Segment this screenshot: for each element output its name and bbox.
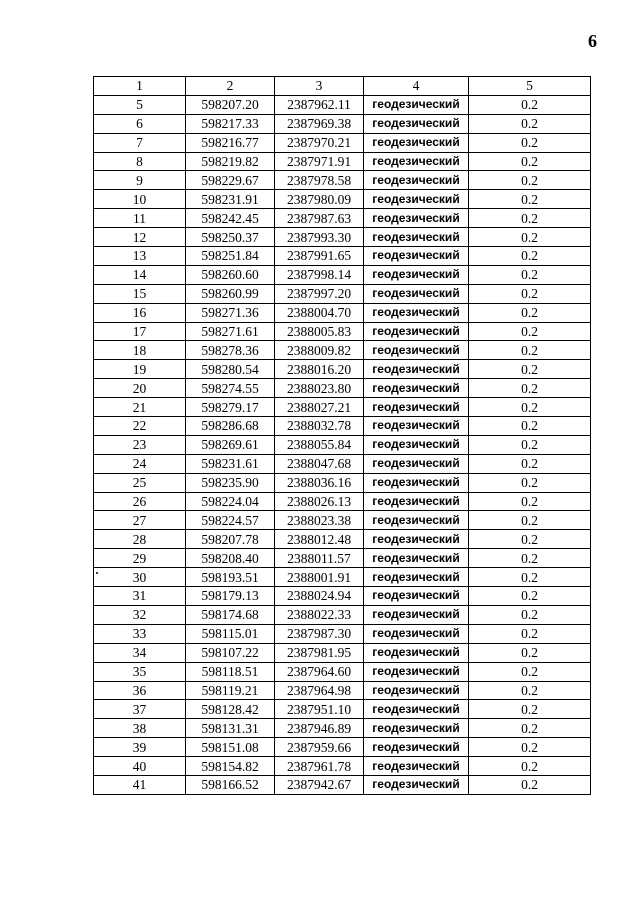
y-coordinate-cell: 2387951.10 xyxy=(275,700,364,719)
y-coordinate-cell: 2387978.58 xyxy=(275,171,364,190)
header-row xyxy=(94,77,591,96)
y-coordinate-cell: 2387959.66 xyxy=(275,738,364,757)
point-number-cell: 14 xyxy=(94,265,186,284)
method-cell: геодезический xyxy=(364,643,469,662)
x-coordinate-cell: 598286.68 xyxy=(186,417,275,436)
point-number-cell: 34 xyxy=(94,643,186,662)
x-coordinate-cell: 598271.36 xyxy=(186,303,275,322)
table-row xyxy=(94,738,591,757)
table-row xyxy=(94,171,591,190)
point-number-cell: 36 xyxy=(94,681,186,700)
x-coordinate-cell: 598231.91 xyxy=(186,190,275,209)
accuracy-cell: 0.2 xyxy=(469,719,591,738)
accuracy-cell: 0.2 xyxy=(469,341,591,360)
column-header: 3 xyxy=(275,77,364,96)
point-number-cell: 37 xyxy=(94,700,186,719)
table-row xyxy=(94,473,591,492)
point-number-cell: 5 xyxy=(94,95,186,114)
x-coordinate-cell: 598115.01 xyxy=(186,624,275,643)
y-coordinate-cell: 2388004.70 xyxy=(275,303,364,322)
point-number-cell: 19 xyxy=(94,360,186,379)
table-row xyxy=(94,190,591,209)
x-coordinate-cell: 598151.08 xyxy=(186,738,275,757)
point-number-cell: 13 xyxy=(94,247,186,266)
table-row xyxy=(94,530,591,549)
method-cell: геодезический xyxy=(364,435,469,454)
table-row xyxy=(94,284,591,303)
x-coordinate-cell: 598128.42 xyxy=(186,700,275,719)
table-row xyxy=(94,379,591,398)
point-number-cell: 22 xyxy=(94,417,186,436)
point-number-cell: 25 xyxy=(94,473,186,492)
method-cell: геодезический xyxy=(364,341,469,360)
table-row xyxy=(94,265,591,284)
accuracy-cell: 0.2 xyxy=(469,549,591,568)
table-row xyxy=(94,341,591,360)
x-coordinate-cell: 598229.67 xyxy=(186,171,275,190)
accuracy-cell: 0.2 xyxy=(469,492,591,511)
point-number-cell: 26 xyxy=(94,492,186,511)
y-coordinate-cell: 2388009.82 xyxy=(275,341,364,360)
method-cell: геодезический xyxy=(364,247,469,266)
x-coordinate-cell: 598131.31 xyxy=(186,719,275,738)
table-row xyxy=(94,492,591,511)
table-row xyxy=(94,228,591,247)
method-cell: геодезический xyxy=(364,700,469,719)
table-row xyxy=(94,133,591,152)
method-cell: геодезический xyxy=(364,379,469,398)
x-coordinate-cell: 598224.57 xyxy=(186,511,275,530)
y-coordinate-cell: 2388005.83 xyxy=(275,322,364,341)
table-row xyxy=(94,152,591,171)
table-body xyxy=(94,95,591,794)
y-coordinate-cell: 2388016.20 xyxy=(275,360,364,379)
x-coordinate-cell: 598260.99 xyxy=(186,284,275,303)
x-coordinate-cell: 598271.61 xyxy=(186,322,275,341)
accuracy-cell: 0.2 xyxy=(469,738,591,757)
x-coordinate-cell: 598278.36 xyxy=(186,341,275,360)
table-row xyxy=(94,303,591,322)
y-coordinate-cell: 2388023.80 xyxy=(275,379,364,398)
accuracy-cell: 0.2 xyxy=(469,662,591,681)
accuracy-cell: 0.2 xyxy=(469,624,591,643)
method-cell: геодезический xyxy=(364,492,469,511)
accuracy-cell: 0.2 xyxy=(469,95,591,114)
y-coordinate-cell: 2387964.98 xyxy=(275,681,364,700)
accuracy-cell: 0.2 xyxy=(469,435,591,454)
y-coordinate-cell: 2387993.30 xyxy=(275,228,364,247)
table-row xyxy=(94,435,591,454)
method-cell: геодезический xyxy=(364,398,469,417)
method-cell: геодезический xyxy=(364,757,469,776)
table-row xyxy=(94,209,591,228)
y-coordinate-cell: 2387970.21 xyxy=(275,133,364,152)
point-number-cell: 30 xyxy=(94,568,186,587)
y-coordinate-cell: 2388036.16 xyxy=(275,473,364,492)
method-cell: геодезический xyxy=(364,209,469,228)
accuracy-cell: 0.2 xyxy=(469,171,591,190)
point-number-cell: 17 xyxy=(94,322,186,341)
point-number-cell: 18 xyxy=(94,341,186,360)
table-row xyxy=(94,568,591,587)
y-coordinate-cell: 2387962.11 xyxy=(275,95,364,114)
y-coordinate-cell: 2387969.38 xyxy=(275,114,364,133)
y-coordinate-cell: 2388023.38 xyxy=(275,511,364,530)
point-number-cell: 33 xyxy=(94,624,186,643)
method-cell: геодезический xyxy=(364,228,469,247)
scan-dot xyxy=(96,572,98,574)
method-cell: геодезический xyxy=(364,152,469,171)
point-number-cell: 23 xyxy=(94,435,186,454)
y-coordinate-cell: 2387946.89 xyxy=(275,719,364,738)
point-number-cell: 28 xyxy=(94,530,186,549)
y-coordinate-cell: 2388024.94 xyxy=(275,587,364,606)
method-cell: геодезический xyxy=(364,114,469,133)
method-cell: геодезический xyxy=(364,775,469,794)
accuracy-cell: 0.2 xyxy=(469,398,591,417)
accuracy-cell: 0.2 xyxy=(469,775,591,794)
column-header: 5 xyxy=(469,77,591,96)
coordinates-table xyxy=(93,76,591,795)
x-coordinate-cell: 598174.68 xyxy=(186,605,275,624)
x-coordinate-cell: 598280.54 xyxy=(186,360,275,379)
method-cell: геодезический xyxy=(364,473,469,492)
y-coordinate-cell: 2388032.78 xyxy=(275,417,364,436)
method-cell: геодезический xyxy=(364,322,469,341)
y-coordinate-cell: 2387964.60 xyxy=(275,662,364,681)
table-row xyxy=(94,587,591,606)
column-header: 4 xyxy=(364,77,469,96)
table-row xyxy=(94,114,591,133)
x-coordinate-cell: 598269.61 xyxy=(186,435,275,454)
method-cell: геодезический xyxy=(364,360,469,379)
method-cell: геодезический xyxy=(364,587,469,606)
method-cell: геодезический xyxy=(364,454,469,473)
table-row xyxy=(94,417,591,436)
x-coordinate-cell: 598193.51 xyxy=(186,568,275,587)
accuracy-cell: 0.2 xyxy=(469,152,591,171)
x-coordinate-cell: 598274.55 xyxy=(186,379,275,398)
table-row xyxy=(94,605,591,624)
y-coordinate-cell: 2388055.84 xyxy=(275,435,364,454)
x-coordinate-cell: 598207.20 xyxy=(186,95,275,114)
x-coordinate-cell: 598219.82 xyxy=(186,152,275,171)
point-number-cell: 38 xyxy=(94,719,186,738)
method-cell: геодезический xyxy=(364,417,469,436)
accuracy-cell: 0.2 xyxy=(469,322,591,341)
accuracy-cell: 0.2 xyxy=(469,228,591,247)
method-cell: геодезический xyxy=(364,511,469,530)
table-row xyxy=(94,757,591,776)
accuracy-cell: 0.2 xyxy=(469,190,591,209)
y-coordinate-cell: 2388022.33 xyxy=(275,605,364,624)
x-coordinate-cell: 598107.22 xyxy=(186,643,275,662)
table-row xyxy=(94,662,591,681)
point-number-cell: 21 xyxy=(94,398,186,417)
accuracy-cell: 0.2 xyxy=(469,379,591,398)
accuracy-cell: 0.2 xyxy=(469,417,591,436)
x-coordinate-cell: 598279.17 xyxy=(186,398,275,417)
method-cell: геодезический xyxy=(364,171,469,190)
method-cell: геодезический xyxy=(364,681,469,700)
accuracy-cell: 0.2 xyxy=(469,247,591,266)
column-header: 1 xyxy=(94,77,186,96)
point-number-cell: 29 xyxy=(94,549,186,568)
x-coordinate-cell: 598118.51 xyxy=(186,662,275,681)
y-coordinate-cell: 2388027.21 xyxy=(275,398,364,417)
point-number-cell: 31 xyxy=(94,587,186,606)
accuracy-cell: 0.2 xyxy=(469,265,591,284)
accuracy-cell: 0.2 xyxy=(469,133,591,152)
y-coordinate-cell: 2387987.63 xyxy=(275,209,364,228)
table-row xyxy=(94,95,591,114)
method-cell: геодезический xyxy=(364,719,469,738)
table-row xyxy=(94,681,591,700)
method-cell: геодезический xyxy=(364,549,469,568)
x-coordinate-cell: 598250.37 xyxy=(186,228,275,247)
table-row xyxy=(94,719,591,738)
point-number-cell: 39 xyxy=(94,738,186,757)
method-cell: геодезический xyxy=(364,133,469,152)
accuracy-cell: 0.2 xyxy=(469,511,591,530)
y-coordinate-cell: 2388011.57 xyxy=(275,549,364,568)
y-coordinate-cell: 2387998.14 xyxy=(275,265,364,284)
page-number: 6 xyxy=(588,31,597,51)
y-coordinate-cell: 2388026.13 xyxy=(275,492,364,511)
table-row xyxy=(94,643,591,662)
accuracy-cell: 0.2 xyxy=(469,681,591,700)
method-cell: геодезический xyxy=(364,303,469,322)
accuracy-cell: 0.2 xyxy=(469,700,591,719)
table-row xyxy=(94,322,591,341)
x-coordinate-cell: 598224.04 xyxy=(186,492,275,511)
x-coordinate-cell: 598179.13 xyxy=(186,587,275,606)
accuracy-cell: 0.2 xyxy=(469,605,591,624)
x-coordinate-cell: 598119.21 xyxy=(186,681,275,700)
method-cell: геодезический xyxy=(364,95,469,114)
y-coordinate-cell: 2387981.95 xyxy=(275,643,364,662)
method-cell: геодезический xyxy=(364,265,469,284)
point-number-cell: 8 xyxy=(94,152,186,171)
method-cell: геодезический xyxy=(364,738,469,757)
table-row xyxy=(94,549,591,568)
point-number-cell: 32 xyxy=(94,605,186,624)
method-cell: геодезический xyxy=(364,605,469,624)
y-coordinate-cell: 2387980.09 xyxy=(275,190,364,209)
y-coordinate-cell: 2387987.30 xyxy=(275,624,364,643)
method-cell: геодезический xyxy=(364,624,469,643)
point-number-cell: 35 xyxy=(94,662,186,681)
method-cell: геодезический xyxy=(364,530,469,549)
y-coordinate-cell: 2387997.20 xyxy=(275,284,364,303)
table-row xyxy=(94,398,591,417)
y-coordinate-cell: 2388001.91 xyxy=(275,568,364,587)
point-number-cell: 16 xyxy=(94,303,186,322)
table-row xyxy=(94,247,591,266)
accuracy-cell: 0.2 xyxy=(469,360,591,379)
point-number-cell: 10 xyxy=(94,190,186,209)
accuracy-cell: 0.2 xyxy=(469,454,591,473)
method-cell: геодезический xyxy=(364,662,469,681)
point-number-cell: 9 xyxy=(94,171,186,190)
point-number-cell: 24 xyxy=(94,454,186,473)
accuracy-cell: 0.2 xyxy=(469,303,591,322)
table-row xyxy=(94,511,591,530)
accuracy-cell: 0.2 xyxy=(469,757,591,776)
accuracy-cell: 0.2 xyxy=(469,587,591,606)
x-coordinate-cell: 598231.61 xyxy=(186,454,275,473)
table-row xyxy=(94,360,591,379)
point-number-cell: 12 xyxy=(94,228,186,247)
x-coordinate-cell: 598251.84 xyxy=(186,247,275,266)
x-coordinate-cell: 598154.82 xyxy=(186,757,275,776)
point-number-cell: 6 xyxy=(94,114,186,133)
y-coordinate-cell: 2387942.67 xyxy=(275,775,364,794)
accuracy-cell: 0.2 xyxy=(469,114,591,133)
method-cell: геодезический xyxy=(364,190,469,209)
accuracy-cell: 0.2 xyxy=(469,209,591,228)
accuracy-cell: 0.2 xyxy=(469,643,591,662)
x-coordinate-cell: 598208.40 xyxy=(186,549,275,568)
point-number-cell: 15 xyxy=(94,284,186,303)
table-row xyxy=(94,700,591,719)
y-coordinate-cell: 2388047.68 xyxy=(275,454,364,473)
point-number-cell: 11 xyxy=(94,209,186,228)
point-number-cell: 41 xyxy=(94,775,186,794)
table-row xyxy=(94,454,591,473)
method-cell: геодезический xyxy=(364,284,469,303)
y-coordinate-cell: 2387991.65 xyxy=(275,247,364,266)
accuracy-cell: 0.2 xyxy=(469,473,591,492)
y-coordinate-cell: 2387961.78 xyxy=(275,757,364,776)
x-coordinate-cell: 598217.33 xyxy=(186,114,275,133)
table-row xyxy=(94,775,591,794)
x-coordinate-cell: 598216.77 xyxy=(186,133,275,152)
method-cell: геодезический xyxy=(364,568,469,587)
point-number-cell: 20 xyxy=(94,379,186,398)
table-row xyxy=(94,624,591,643)
point-number-cell: 7 xyxy=(94,133,186,152)
column-header: 2 xyxy=(186,77,275,96)
point-number-cell: 40 xyxy=(94,757,186,776)
x-coordinate-cell: 598260.60 xyxy=(186,265,275,284)
y-coordinate-cell: 2387971.91 xyxy=(275,152,364,171)
x-coordinate-cell: 598235.90 xyxy=(186,473,275,492)
y-coordinate-cell: 2388012.48 xyxy=(275,530,364,549)
x-coordinate-cell: 598207.78 xyxy=(186,530,275,549)
accuracy-cell: 0.2 xyxy=(469,530,591,549)
x-coordinate-cell: 598242.45 xyxy=(186,209,275,228)
accuracy-cell: 0.2 xyxy=(469,568,591,587)
point-number-cell: 27 xyxy=(94,511,186,530)
x-coordinate-cell: 598166.52 xyxy=(186,775,275,794)
accuracy-cell: 0.2 xyxy=(469,284,591,303)
